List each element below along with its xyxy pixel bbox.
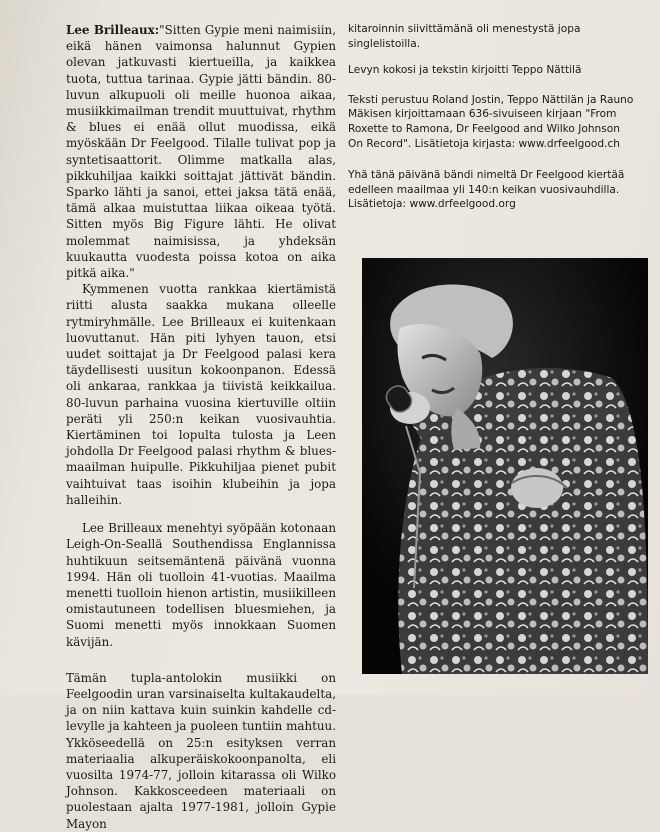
paragraph-continuation: kitaroinnin siivittämänä oli menestystä jopa singlelistoilla. (348, 23, 581, 50)
singer-with-microphone-image (362, 258, 648, 674)
paragraph-anthology: Tämän tupla-antolokin musiikki on Feelgoodin uran varsinaiselta kultakaudelta, ja on niin kattava kuin suinkin kahdelle cd-levylle ja kahteen ja puoleen tuntiin mahtuu. Ykköseedellä on 25:n esityksen verran materiaalia alkuperäiskokoonpanolta, eli vuosilta 1974-77, jolloin kitarassa oli Wilko Johnson. Kakkosceedeen materiaali on puolestaan ajalta 1977-1981, jolloin Gypie Mayon (66, 670, 336, 831)
paragraph-rhythm-section: Kymmenen vuotta rankkaa kiertämistä riitti alusta saakka mukana olleelle rytmiryhmälle. Lee Brilleaux ei kuitenkaan luovuttanut. Hän piti lyhyen tauon, etsi uudet soittajat ja Dr Feelgood palasi kera täydellisesti uusitun kokoonpanon. Edessä oli ankaraa, rankkaa ja tiivistä keikkailua. 80-luvun parhaina vuosina kiertuville oltiin peräti yli 250:n keikan vuosivauhtia. Kiertäminen toi lopulta tulosta ja Leen johdolla Dr Feelgood palasi rhythm & blues-maailman huipulle. Pikkuhiljaa pienet pubit vaihtuivat taas isoihin klubeihin ja jopa halleihin. (66, 282, 336, 507)
paragraph-credits: Levyn kokosi ja tekstin kirjoitti Teppo Nättilä (348, 64, 582, 77)
paragraph-death: Lee Brilleaux menehtyi syöpään kotonaan Leigh-On-Seallä Southendissa Englannissa huhtikuun seitsemäntenä päivänä vuonna 1994. Hän oli tuolloin 41-vuotias. Maailma menetti tuolloin hienon artistin, musiikilleen omistautuneen todellisen bluesmiehen, ja Suomi menetti myös innokkaan Suomen kävijän. (66, 521, 336, 649)
paragraph-source-book: Teksti perustuu Roland Jostin, Teppo Nättilän ja Rauno Mäkisen kirjoittamaan 636-sivuiseen kirjaan "From Roxette to Ramona, Dr Feelgood and Wilko Johnson On Record". Lisätietoja kirjasta: www.drfeelgood.ch (348, 93, 634, 150)
right-text-column (348, 22, 638, 212)
speaker-name: Lee Brilleaux: (66, 23, 160, 37)
concert-photo (362, 258, 648, 674)
quote-text: "Sitten Gypie meni naimisiin, eikä hänen vaimonsa halunnut Gypien olevan jatkuvasti kiertueilla, ja kaikkea tuota, tuttua tarinaa. Gypie jätti bändin. 80-luvun alkupuoli oli meille huonoa aikaa, musiikkimailman trendit muuttuivat, rhythm & blues ei enää ollut muodissa, eikä myöskään Dr Feelgood. Tilalle tulivat pop ja syntetisaattorit. Olimme matkalla alas, pikkuhiljaa kaikki soittajat jättivät bändin. Sparko lähti ja sanoi, ettei jaksa tätä enää, tämä alkaa muistuttaa liikaa oikeaa työtä. Sitten myös Big Figure lähti. He olivat molemmat naimisissa, ja yhdeksän kuukautta vuodesta poissa kotoa on aika pitkä aika." (66, 23, 336, 281)
paragraph-quote (66, 22, 336, 281)
left-text-column (66, 22, 336, 832)
paragraph-today: Yhä tänä päivänä bändi nimeltä Dr Feelgood kiertää edelleen maailmaa yli 140:n keikan vuosivauhdilla. Lisätietoja: www.drfeelgood.org (348, 169, 625, 211)
